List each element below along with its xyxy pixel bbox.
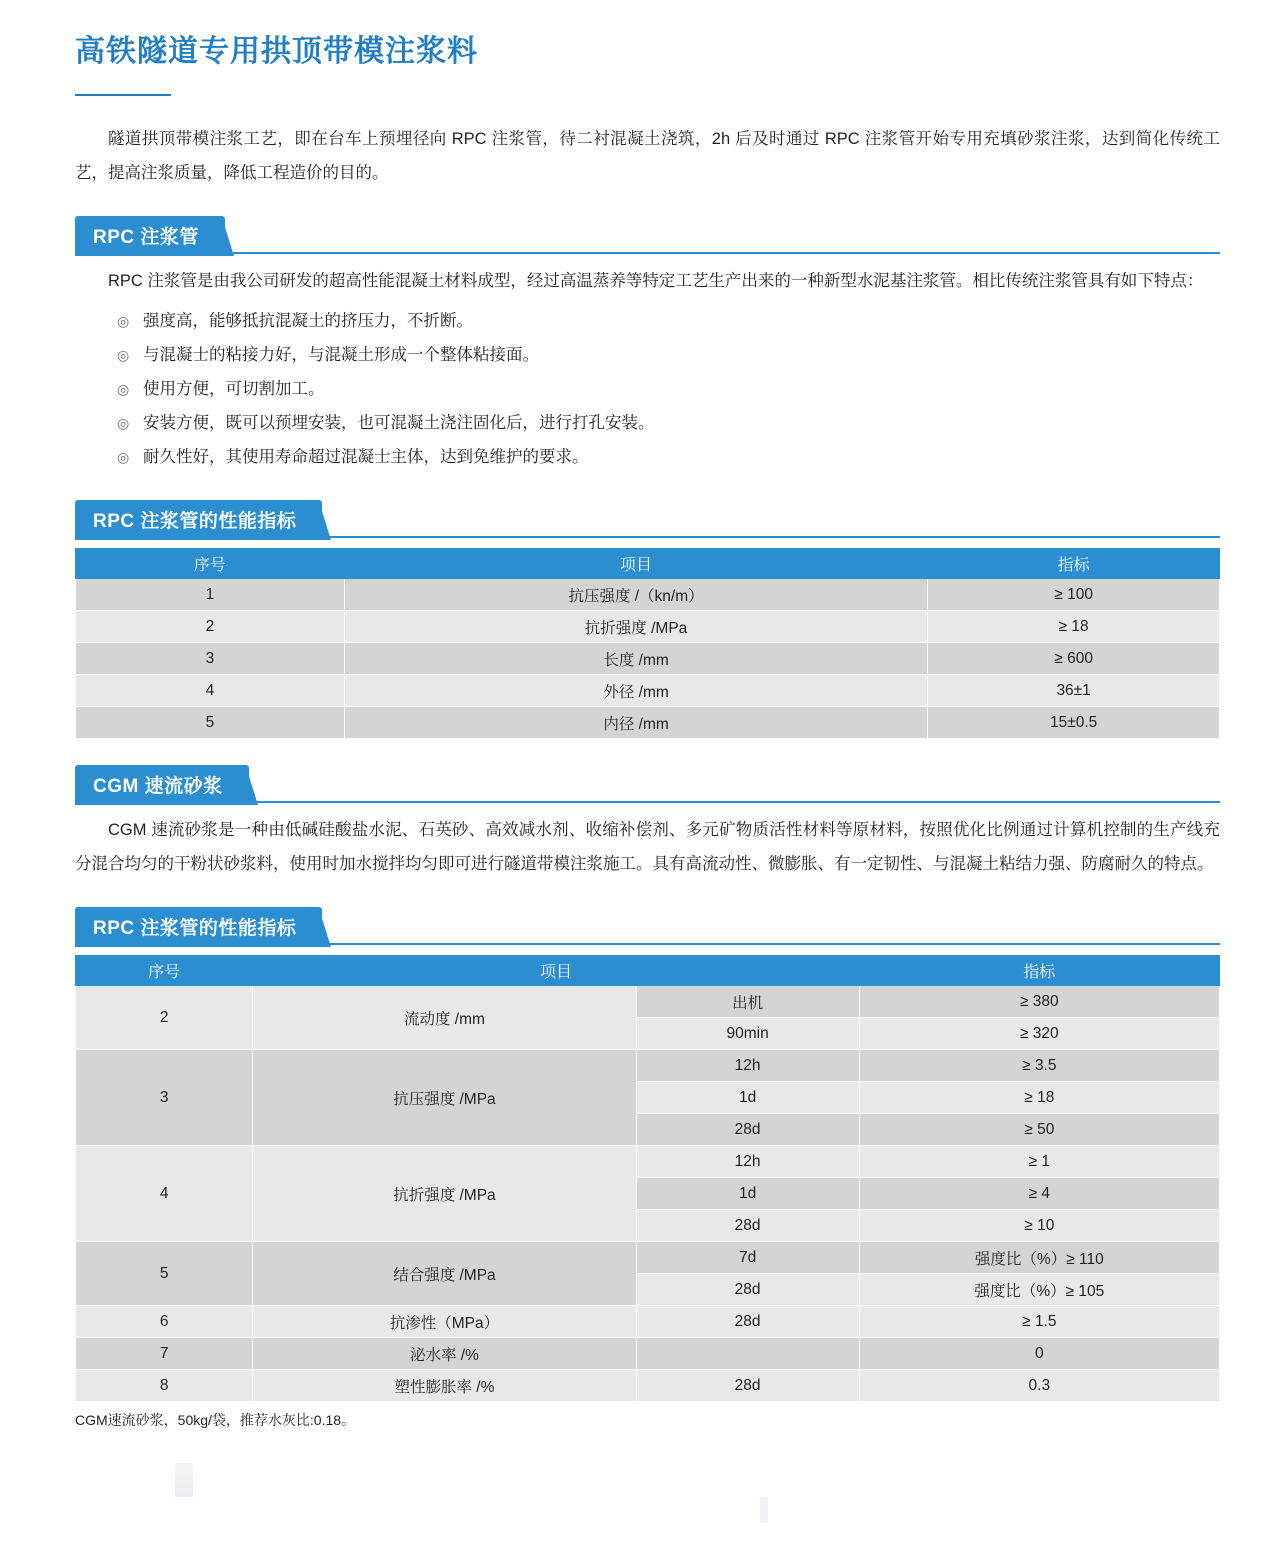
table-row xyxy=(76,1050,1220,1082)
mortar-spec-table xyxy=(75,955,1220,1402)
cell-age: 28d xyxy=(636,1114,859,1146)
column-header-index: 指标 xyxy=(859,956,1219,986)
list-item xyxy=(117,338,1250,372)
decorative-mark xyxy=(175,1463,193,1497)
list-item xyxy=(117,406,1250,440)
list-item-label: 耐久性好，其使用寿命超过混凝士主体，达到免维护的要求。 xyxy=(143,448,589,466)
section-heading-mortar-spec xyxy=(75,907,1250,945)
cell-no: 7 xyxy=(76,1338,253,1370)
list-item xyxy=(117,304,1250,338)
table-row xyxy=(76,986,1220,1018)
table-row xyxy=(76,675,1220,707)
cell-age: 12h xyxy=(636,1050,859,1082)
list-item-label: 强度高，能够抵抗混凝土的挤压力，不折断。 xyxy=(143,312,473,330)
cell-item: 抗渗性（MPa） xyxy=(253,1306,636,1338)
column-header-item: 项目 xyxy=(253,956,859,986)
section-heading-rpc-pipe xyxy=(75,216,1250,254)
cell-item: 长度 /mm xyxy=(344,643,927,675)
cell-item: 外径 /mm xyxy=(344,675,927,707)
table-header-row xyxy=(76,956,1220,986)
cell-index: ≥ 3.5 xyxy=(859,1050,1219,1082)
cell-item: 抗折强度 /MPa xyxy=(253,1146,636,1242)
cell-age: 7d xyxy=(636,1242,859,1274)
cell-index: ≥ 1 xyxy=(859,1146,1219,1178)
cell-age: 1d xyxy=(636,1082,859,1114)
table-row xyxy=(76,579,1220,611)
cell-no: 1 xyxy=(76,579,345,611)
section-heading-label: CGM 速流砂浆 xyxy=(75,765,249,805)
cell-age: 28d xyxy=(636,1274,859,1306)
cell-no: 5 xyxy=(76,707,345,739)
table-row xyxy=(76,611,1220,643)
cell-no: 2 xyxy=(76,611,345,643)
cell-item: 内径 /mm xyxy=(344,707,927,739)
cell-index: 强度比（%）≥ 110 xyxy=(859,1242,1219,1274)
cell-no: 8 xyxy=(76,1370,253,1402)
cell-no: 4 xyxy=(76,675,345,707)
intro-paragraph: 隧道拱顶带模注浆工艺，即在台车上预埋径向 RPC 注浆管，待二衬混凝土浇筑，2h 后及时通过 RPC 注浆管开始专用充填砂浆注浆，达到简化传统工艺，提高注浆质量，降低工程造价的目的。 xyxy=(75,130,1220,182)
cell-index: ≥ 380 xyxy=(859,986,1219,1018)
column-header-item: 项目 xyxy=(344,549,927,579)
list-item xyxy=(117,372,1250,406)
table-row xyxy=(76,643,1220,675)
section-heading-cgm xyxy=(75,765,1250,803)
rpc-pipe-paragraph: RPC 注浆管是由我公司研发的超高性能混凝土材料成型，经过高温蒸养等特定工艺生产出来的一种新型水泥基注浆管。相比传统注浆管具有如下特点： xyxy=(108,272,1204,290)
cell-index: ≥ 18 xyxy=(859,1082,1219,1114)
section-heading-pipe-spec xyxy=(75,500,1250,538)
cell-age xyxy=(636,1338,859,1370)
cell-age: 28d xyxy=(636,1306,859,1338)
cell-index: ≥ 600 xyxy=(928,643,1220,675)
table-row xyxy=(76,1306,1220,1338)
section-heading-rule xyxy=(75,252,1220,254)
cell-item: 泌水率 /% xyxy=(253,1338,636,1370)
cell-no: 4 xyxy=(76,1146,253,1242)
cell-index: ≥ 10 xyxy=(859,1210,1219,1242)
table-row xyxy=(76,1146,1220,1178)
title-underline xyxy=(75,94,171,96)
cell-index: 15±0.5 xyxy=(928,707,1220,739)
section-heading-label: RPC 注浆管的性能指标 xyxy=(75,907,322,947)
cell-index: 0 xyxy=(859,1338,1219,1370)
cell-index: ≥ 1.5 xyxy=(859,1306,1219,1338)
cell-no: 3 xyxy=(76,643,345,675)
decorative-mark-secondary xyxy=(760,1497,768,1523)
cell-age: 90min xyxy=(636,1018,859,1050)
cell-age: 1d xyxy=(636,1178,859,1210)
table-footnote: CGM速流砂浆，50kg/袋，推荐水灰比:0.18。 xyxy=(75,1412,356,1428)
section-heading-label: RPC 注浆管 xyxy=(75,216,225,256)
circle-bullet-icon: ◎ xyxy=(117,381,130,397)
cell-index: 0.3 xyxy=(859,1370,1219,1402)
list-item-label: 安装方便，既可以预埋安装，也可混凝土浇注固化后，进行打孔安装。 xyxy=(143,414,655,432)
page-title: 高铁隧道专用拱顶带模注浆料 xyxy=(75,35,478,68)
cell-item: 抗折强度 /MPa xyxy=(344,611,927,643)
cgm-paragraph: CGM 速流砂浆是一种由低碱硅酸盐水泥、石英砂、高效减水剂、收缩补偿剂、多元矿物质活性材料等原材料，按照优化比例通过计算机控制的生产线充分混合均匀的干粉状砂浆料，使用时加水搅拌均匀即可进行隧道带模注浆施工。具有高流动性、微膨胀、有一定韧性、与混凝土粘结力强、防腐耐久的特点。 xyxy=(75,821,1220,873)
column-header-no: 序号 xyxy=(76,549,345,579)
table-row xyxy=(76,707,1220,739)
cell-age: 28d xyxy=(636,1370,859,1402)
circle-bullet-icon: ◎ xyxy=(117,347,130,363)
cell-age: 28d xyxy=(636,1210,859,1242)
cell-index: ≥ 18 xyxy=(928,611,1220,643)
table-row xyxy=(76,1338,1220,1370)
column-header-index: 指标 xyxy=(928,549,1220,579)
table-row xyxy=(76,1242,1220,1274)
cell-item: 结合强度 /MPa xyxy=(253,1242,636,1306)
table-row xyxy=(76,1370,1220,1402)
cell-index: 36±1 xyxy=(928,675,1220,707)
list-item-label: 使用方便，可切割加工。 xyxy=(143,380,325,398)
cell-item: 抗压强度 /（kn/m） xyxy=(344,579,927,611)
list-item-label: 与混凝士的粘接力好，与混凝土形成一个整体粘接面。 xyxy=(143,346,539,364)
cell-no: 2 xyxy=(76,986,253,1050)
cell-item: 抗压强度 /MPa xyxy=(253,1050,636,1146)
circle-bullet-icon: ◎ xyxy=(117,449,130,465)
section-heading-label: RPC 注浆管的性能指标 xyxy=(75,500,322,540)
column-header-no: 序号 xyxy=(76,956,253,986)
cell-no: 3 xyxy=(76,1050,253,1146)
cell-age: 12h xyxy=(636,1146,859,1178)
cell-index: ≥ 320 xyxy=(859,1018,1219,1050)
cell-item: 塑性膨胀率 /% xyxy=(253,1370,636,1402)
cell-age: 出机 xyxy=(636,986,859,1018)
table-header-row xyxy=(76,549,1220,579)
circle-bullet-icon: ◎ xyxy=(117,313,130,329)
rpc-pipe-feature-list xyxy=(75,304,1250,474)
cell-index: ≥ 50 xyxy=(859,1114,1219,1146)
cell-item: 流动度 /mm xyxy=(253,986,636,1050)
cell-index: 强度比（%）≥ 105 xyxy=(859,1274,1219,1306)
cell-index: ≥ 4 xyxy=(859,1178,1219,1210)
cell-no: 5 xyxy=(76,1242,253,1306)
cell-no: 6 xyxy=(76,1306,253,1338)
circle-bullet-icon: ◎ xyxy=(117,415,130,431)
list-item xyxy=(117,440,1250,474)
cell-index: ≥ 100 xyxy=(928,579,1220,611)
pipe-spec-table xyxy=(75,548,1220,739)
